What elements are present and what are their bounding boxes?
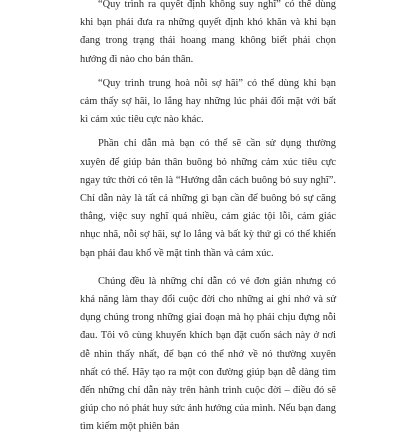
body-text: [80, 0, 336, 443]
paragraph-simple-instructions: Chúng đều là những chỉ dẫn có vẻ đơn giản nhưng có khả năng làm thay đổi cuộc đời cho những ai ghi nhớ và sử dụng chúng trong những giai đoạn mà họ phải chịu đựng nỗi đau. Tôi vô cùng khuyến khích bạn đặt cuốn sách này ở nơi dễ nhìn thấy nhất, để bạn có thể nhớ về nó thường xuyên nhất có thể. Hãy tạo ra một con đường giúp bạn dễ dàng tìm đến những chỉ dẫn này trên hành trình cuộc đời – điều đó sẽ giúp cho nó phát huy sức ảnh hưởng của mình. Nếu bạn đang tìm kiếm một phiên bản: [80, 275, 336, 433]
paragraph-fear-neutralizing: “Quy trình trung hoà nỗi sợ hãi” có thể dùng khi bạn cảm thấy sợ hãi, lo lắng hay những lúc phải đối mặt với bất kì cảm xúc tiêu cực nào khác.: [80, 77, 336, 126]
paragraph-decision-process: “Quy trình ra quyết định không suy nghĩ” có thể dùng khi bạn phải đưa ra những quyết định khó khăn và khi bạn đang trong trạng thái hoang mang không biết phải chọn hướng đi nào cho bản thân.: [80, 0, 336, 65]
paragraph-letting-go-guide: Phần chỉ dẫn mà bạn có thể sẽ cần sử dụng thường xuyên để giúp bản thân buông bỏ những cảm xúc tiêu cực ngay tức thời có tên là “Hướng dẫn cách buông bỏ suy nghĩ”. Chỉ dẫn này là tất cả những gì bạn cần để buông bỏ sự căng thẳng, việc suy nghĩ quá nhiều, cảm giác tội lỗi, cảm giác nhục nhã, nỗi sợ hãi, sự lo lắng và bất kỳ thứ gì có thể khiến bạn phải đau khổ về mặt tinh thần và cảm xúc.: [80, 138, 336, 259]
